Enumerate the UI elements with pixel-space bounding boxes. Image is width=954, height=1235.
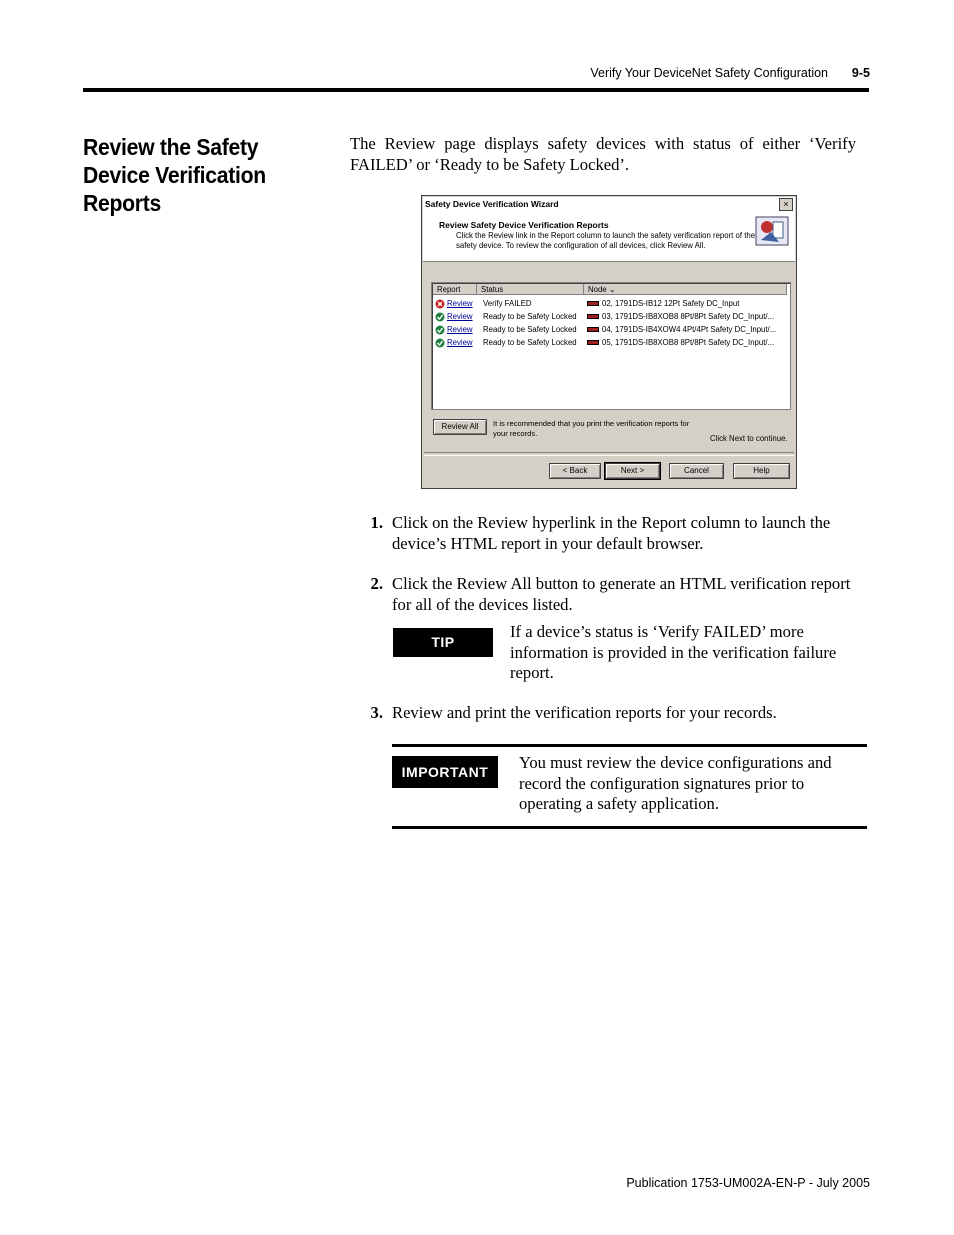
verification-wizard-dialog	[421, 195, 797, 489]
tip-label: TIP	[393, 628, 493, 657]
review-link[interactable]: Review	[447, 325, 473, 334]
important-rule-top	[392, 744, 867, 747]
check-icon	[435, 325, 445, 335]
next-button[interactable]: Next >	[605, 463, 660, 479]
step-text: Click the Review All button to generate an HTML verification report for all of the devices listed.	[392, 574, 851, 614]
row-node: 03, 1791DS-IB8XOB8 8Pt/8Pt Safety DC_Input/...	[602, 312, 775, 321]
row-status: Verify FAILED	[483, 299, 532, 308]
step-number: 1.	[370, 513, 383, 532]
step-number: 2.	[370, 574, 383, 593]
device-icon	[587, 340, 599, 345]
close-button[interactable]: ×	[779, 198, 793, 211]
page-number: 9-5	[851, 66, 870, 80]
click-next-hint: Click Next to continue.	[710, 434, 788, 443]
dialog-description: Click the Review link in the Report column to launch the safety verification report of the safety device. To review the configuration of all devices, click Review All.	[456, 231, 756, 250]
review-link[interactable]: Review	[447, 338, 473, 347]
important-text: You must review the device configurations and record the configuration signatures prior to operating a safety application.	[519, 753, 832, 814]
cancel-button[interactable]: Cancel	[669, 463, 724, 479]
step-text: Review and print the verification reports for your records.	[392, 703, 777, 722]
list-item[interactable]	[432, 336, 788, 349]
intro-paragraph: The Review page displays safety devices with status of either ‘Verify FAILED’ or ‘Ready to be Safety Locked’.	[350, 134, 856, 174]
dialog-heading: Review Safety Device Verification Reports	[439, 220, 609, 230]
column-header-status[interactable]: Status	[477, 284, 584, 295]
review-link[interactable]: Review	[447, 299, 473, 308]
check-icon	[435, 338, 445, 348]
publication-footer: Publication 1753-UM002A-EN-P - July 2005	[626, 1176, 870, 1190]
sort-arrow-icon: ⌄	[608, 285, 616, 294]
important-label: IMPORTANT	[392, 756, 498, 788]
dialog-header	[423, 211, 795, 262]
running-header-title: Verify Your DeviceNet Safety Configuration	[590, 66, 828, 80]
tip-text: If a device’s status is ‘Verify FAILED’ more information is provided in the verification failure report.	[510, 622, 837, 683]
row-status: Ready to be Safety Locked	[483, 312, 577, 321]
row-node: 04, 1791DS-IB4XOW4 4Pt/4Pt Safety DC_Input/...	[602, 325, 777, 334]
column-header-node-label: Node	[588, 285, 607, 294]
print-recommendation-note: It is recommended that you print the verification reports for your records.	[493, 419, 690, 438]
row-node: 05, 1791DS-IB8XOB8 8Pt/8Pt Safety DC_Input/...	[602, 338, 775, 347]
dialog-separator	[424, 452, 794, 456]
column-header-report[interactable]: Report	[433, 284, 477, 295]
section-heading: Review the Safety Device Verification Reports	[83, 134, 266, 216]
back-button[interactable]: < Back	[549, 463, 601, 479]
row-status: Ready to be Safety Locked	[483, 325, 577, 334]
list-item[interactable]	[432, 297, 788, 310]
help-button[interactable]: Help	[733, 463, 790, 479]
device-icon	[587, 314, 599, 319]
device-icon	[587, 301, 599, 306]
list-item[interactable]	[432, 323, 788, 336]
check-icon	[435, 312, 445, 322]
dialog-title: Safety Device Verification Wizard	[425, 199, 559, 209]
wizard-icon	[755, 216, 789, 246]
device-icon	[587, 327, 599, 332]
step-text: Click on the Review hyperlink in the Report column to launch the device’s HTML report in your default browser.	[392, 513, 831, 553]
header-rule	[83, 88, 869, 92]
step-number: 3.	[370, 703, 383, 722]
dialog-titlebar	[423, 197, 795, 211]
error-icon	[435, 299, 445, 309]
device-list	[431, 282, 791, 410]
review-all-button[interactable]: Review All	[433, 419, 487, 435]
row-status: Ready to be Safety Locked	[483, 338, 577, 347]
row-node: 02, 1791DS-IB12 12Pt Safety DC_Input	[602, 299, 740, 308]
column-header-node[interactable]	[584, 284, 787, 295]
review-link[interactable]: Review	[447, 312, 473, 321]
important-rule-bottom	[392, 826, 867, 829]
list-item[interactable]	[432, 310, 788, 323]
